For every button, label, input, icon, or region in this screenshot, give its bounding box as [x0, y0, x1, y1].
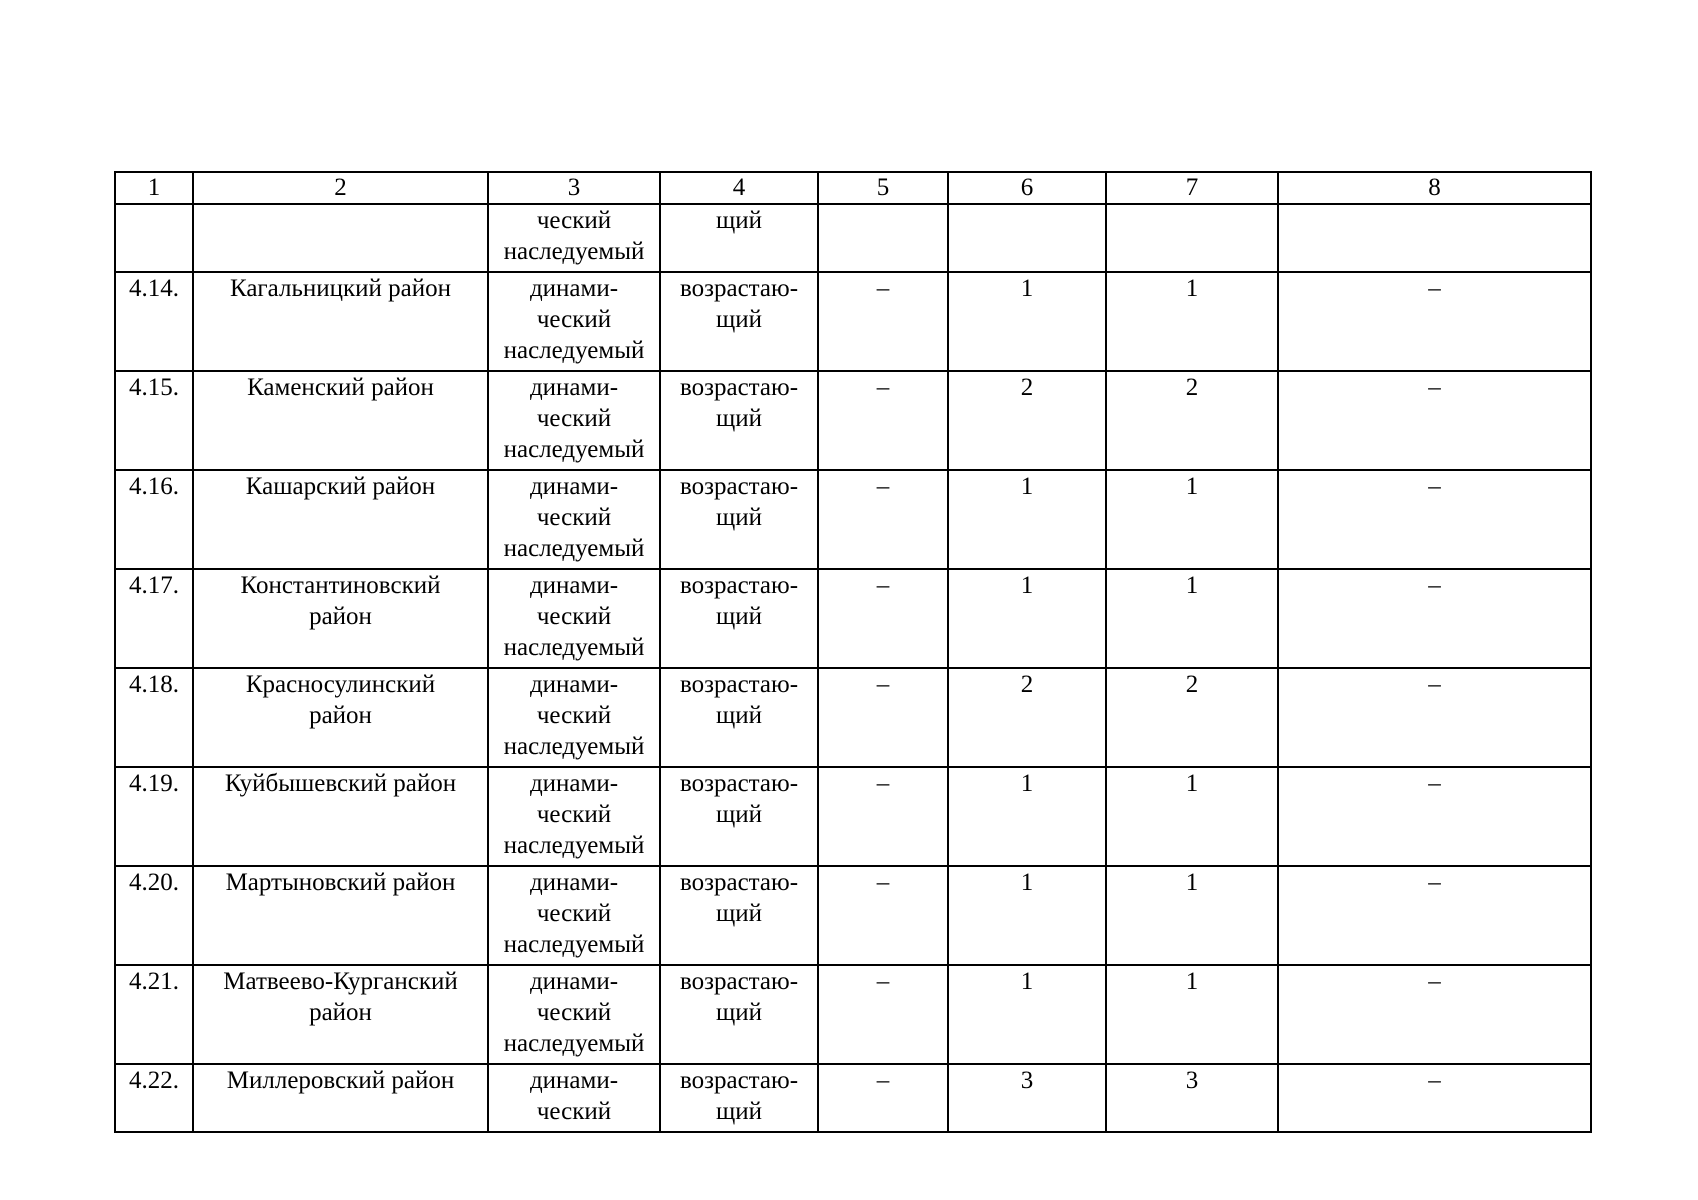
type-cell-text: динами- — [529, 275, 619, 302]
district-name-cell — [193, 866, 488, 965]
row-number-cell — [115, 272, 193, 371]
trend-cell — [660, 866, 818, 965]
trend-cell-text: щий — [715, 405, 762, 432]
col7-cell-text: 1 — [1185, 572, 1199, 599]
row-number-cell — [115, 767, 193, 866]
type-cell-text: динами- — [529, 671, 619, 698]
trend-cell — [660, 371, 818, 470]
col6-cell-text: 1 — [1020, 572, 1034, 599]
district-name-cell — [193, 965, 488, 1064]
col5-cell — [818, 668, 948, 767]
district-name-cell — [193, 767, 488, 866]
col5-cell-text: – — [876, 473, 890, 500]
col5-cell — [818, 965, 948, 1064]
col7-cell — [1106, 470, 1278, 569]
type-cell — [488, 272, 660, 371]
col6-cell-text: 1 — [1020, 968, 1034, 995]
col6-cell-text: 1 — [1020, 869, 1034, 896]
type-cell-text: наследуемый — [503, 634, 645, 661]
col5-cell — [818, 272, 948, 371]
type-cell — [488, 569, 660, 668]
trend-cell — [660, 767, 818, 866]
trend-cell — [660, 1064, 818, 1132]
type-cell — [488, 470, 660, 569]
trend-cell-text: возрастаю- — [679, 374, 799, 401]
type-cell — [488, 767, 660, 866]
type-cell — [488, 371, 660, 470]
type-cell-text: наследуемый — [503, 733, 645, 760]
district-name-cell-text: Мартыновский район — [225, 869, 456, 896]
district-name-cell-text: Матвеево-Курганский — [223, 968, 458, 995]
col5-cell — [818, 1064, 948, 1132]
district-name-cell-text: Константиновский — [240, 572, 441, 599]
type-cell — [488, 866, 660, 965]
row-number-cell-text: 4.18. — [129, 671, 179, 698]
trend-cell — [660, 668, 818, 767]
trend-cell — [660, 965, 818, 1064]
column-number-cell: 7 — [1106, 172, 1278, 204]
district-name-cell — [193, 668, 488, 767]
column-number-cell: 5 — [818, 172, 948, 204]
col7-cell — [1106, 1064, 1278, 1132]
type-cell-text: ческий — [536, 900, 612, 927]
row-number-cell-text: 4.22. — [129, 1067, 179, 1094]
table-row — [115, 371, 1591, 470]
col5-cell — [818, 204, 948, 272]
col6-cell-text: 1 — [1020, 275, 1034, 302]
district-name-cell-text: Красносулинский — [245, 671, 436, 698]
row-number-cell — [115, 866, 193, 965]
district-name-cell-text: Миллеровский район — [226, 1067, 455, 1094]
table-row — [115, 470, 1591, 569]
col6-cell-text: 2 — [1020, 374, 1034, 401]
table-body — [115, 172, 1591, 1132]
type-cell-text: ческий — [536, 999, 612, 1026]
col6-cell-text: 3 — [1020, 1067, 1034, 1094]
col8-cell — [1278, 569, 1591, 668]
type-cell-text: ческий — [536, 405, 612, 432]
trend-cell — [660, 204, 818, 272]
trend-cell-text: щий — [715, 801, 762, 828]
type-cell-text: динами- — [529, 770, 619, 797]
trend-cell — [660, 272, 818, 371]
type-cell — [488, 965, 660, 1064]
trend-cell — [660, 569, 818, 668]
column-number-cell: 6 — [948, 172, 1106, 204]
table-row — [115, 272, 1591, 371]
table-row — [115, 569, 1591, 668]
col5-cell — [818, 371, 948, 470]
col8-cell — [1278, 470, 1591, 569]
type-cell-text: наследуемый — [503, 337, 645, 364]
type-cell — [488, 204, 660, 272]
district-name-cell-text: район — [309, 999, 372, 1026]
trend-cell-text: возрастаю- — [679, 275, 799, 302]
row-number-cell — [115, 1064, 193, 1132]
col7-cell-text: 1 — [1185, 275, 1199, 302]
col7-cell — [1106, 371, 1278, 470]
type-cell-text: наследуемый — [503, 436, 645, 463]
data-table — [114, 171, 1592, 1133]
row-number-cell — [115, 965, 193, 1064]
row-number-cell — [115, 569, 193, 668]
district-name-cell-text: Кашарский район — [245, 473, 436, 500]
district-name-cell-text: район — [309, 603, 372, 630]
col8-cell-text: – — [1428, 968, 1441, 995]
col6-cell — [948, 668, 1106, 767]
trend-cell-text: возрастаю- — [679, 473, 799, 500]
row-number-cell-text: 4.19. — [129, 770, 179, 797]
col6-cell — [948, 767, 1106, 866]
col8-cell — [1278, 272, 1591, 371]
trend-cell-text: возрастаю- — [679, 671, 799, 698]
col7-cell — [1106, 668, 1278, 767]
col5-cell-text: – — [876, 671, 890, 698]
table-row — [115, 1064, 1591, 1132]
col5-cell-text: – — [876, 275, 890, 302]
col6-cell-text: 1 — [1020, 770, 1034, 797]
type-cell — [488, 668, 660, 767]
col6-cell — [948, 569, 1106, 668]
col5-cell-text: – — [876, 374, 890, 401]
col5-cell — [818, 767, 948, 866]
type-cell-text: динами- — [529, 968, 619, 995]
col8-cell — [1278, 204, 1591, 272]
col5-cell-text: – — [876, 869, 890, 896]
column-number-cell: 1 — [115, 172, 193, 204]
col7-cell-text: 1 — [1185, 968, 1199, 995]
col7-cell-text: 2 — [1185, 374, 1199, 401]
row-number-cell-text: 4.16. — [129, 473, 179, 500]
trend-cell-text: щий — [715, 900, 762, 927]
trend-cell-text: щий — [715, 999, 762, 1026]
type-cell-text: ческий — [536, 1098, 612, 1125]
col6-cell — [948, 866, 1106, 965]
col7-cell-text: 1 — [1185, 770, 1199, 797]
district-name-cell-text: Кагальницкий район — [229, 275, 452, 302]
col8-cell-text: – — [1428, 374, 1441, 401]
col5-cell-text: – — [876, 968, 890, 995]
col5-cell-text: – — [876, 572, 890, 599]
col7-cell — [1106, 965, 1278, 1064]
type-cell-text: ческий — [536, 801, 612, 828]
continuation-row — [115, 204, 1591, 272]
trend-cell-text: возрастаю- — [679, 968, 799, 995]
col8-cell — [1278, 668, 1591, 767]
type-cell-text: ческий — [536, 603, 612, 630]
type-cell-text: динами- — [529, 374, 619, 401]
col8-cell — [1278, 965, 1591, 1064]
row-number-cell-text: 4.17. — [129, 572, 179, 599]
trend-cell-text: щий — [715, 702, 762, 729]
col6-cell — [948, 1064, 1106, 1132]
type-cell-text: ческий — [536, 504, 612, 531]
col8-cell — [1278, 1064, 1591, 1132]
trend-cell-text: щий — [715, 603, 762, 630]
row-number-cell — [115, 668, 193, 767]
column-number-cell: 3 — [488, 172, 660, 204]
row-number-cell — [115, 371, 193, 470]
col7-cell — [1106, 569, 1278, 668]
type-cell-text: динами- — [529, 869, 619, 896]
trend-cell-text: щий — [715, 1098, 762, 1125]
col8-cell-text: – — [1428, 1067, 1441, 1094]
row-number-cell-text: 4.20. — [129, 869, 179, 896]
row-number-cell-text: 4.15. — [129, 374, 179, 401]
col6-cell-text: 1 — [1020, 473, 1034, 500]
col8-cell-text: – — [1428, 572, 1441, 599]
district-name-cell — [193, 470, 488, 569]
table-row — [115, 767, 1591, 866]
district-name-cell — [193, 371, 488, 470]
district-name-cell — [193, 272, 488, 371]
type-cell-text: динами- — [529, 572, 619, 599]
type-cell — [488, 1064, 660, 1132]
col7-cell — [1106, 272, 1278, 371]
col7-cell — [1106, 866, 1278, 965]
district-name-cell-text: район — [309, 702, 372, 729]
col6-cell-text: 2 — [1020, 671, 1034, 698]
col8-cell-text: – — [1428, 671, 1441, 698]
type-cell-text: ческий — [536, 702, 612, 729]
type-cell-text: наследуемый — [503, 832, 645, 859]
type-cell-text: динами- — [529, 1067, 619, 1094]
col6-cell — [948, 965, 1106, 1064]
row-number-cell — [115, 204, 193, 272]
col5-cell-text: – — [876, 1067, 890, 1094]
col7-cell — [1106, 204, 1278, 272]
row-number-cell-text: 4.14. — [129, 275, 179, 302]
column-number-row — [115, 172, 1591, 204]
trend-cell-text: щий — [715, 504, 762, 531]
col7-cell-text: 1 — [1185, 869, 1199, 896]
district-name-cell-text: Куйбышевский район — [224, 770, 457, 797]
col6-cell — [948, 204, 1106, 272]
trend-cell-text: возрастаю- — [679, 770, 799, 797]
col6-cell — [948, 371, 1106, 470]
col8-cell — [1278, 767, 1591, 866]
column-number-cell: 2 — [193, 172, 488, 204]
col8-cell — [1278, 371, 1591, 470]
col6-cell — [948, 272, 1106, 371]
type-cell-text: наследуемый — [503, 535, 645, 562]
trend-cell — [660, 470, 818, 569]
trend-cell-text: возрастаю- — [679, 572, 799, 599]
col8-cell-text: – — [1428, 275, 1441, 302]
district-name-cell-text: Каменский район — [247, 374, 434, 401]
col8-cell-text: – — [1428, 473, 1441, 500]
trend-cell-text: возрастаю- — [679, 1067, 799, 1094]
type-cell-text: наследуемый — [503, 1030, 645, 1057]
type-cell-text: динами- — [529, 473, 619, 500]
trend-cell-text: возрастаю- — [679, 869, 799, 896]
col7-cell-text: 1 — [1185, 473, 1199, 500]
trend-cell-text: щий — [715, 207, 762, 234]
col7-cell-text: 3 — [1185, 1067, 1199, 1094]
district-name-cell — [193, 204, 488, 272]
col7-cell-text: 2 — [1185, 671, 1199, 698]
column-number-cell: 8 — [1278, 172, 1591, 204]
type-cell-text: наследуемый — [503, 931, 645, 958]
col8-cell-text: – — [1428, 869, 1441, 896]
table-row — [115, 866, 1591, 965]
district-name-cell — [193, 569, 488, 668]
row-number-cell — [115, 470, 193, 569]
col8-cell — [1278, 866, 1591, 965]
col6-cell — [948, 470, 1106, 569]
col5-cell — [818, 470, 948, 569]
col5-cell — [818, 569, 948, 668]
col5-cell — [818, 866, 948, 965]
type-cell-text: ческий — [536, 207, 612, 234]
table-row — [115, 965, 1591, 1064]
type-cell-text: ческий — [536, 306, 612, 333]
row-number-cell-text: 4.21. — [129, 968, 179, 995]
trend-cell-text: щий — [715, 306, 762, 333]
col7-cell — [1106, 767, 1278, 866]
column-number-cell: 4 — [660, 172, 818, 204]
district-name-cell — [193, 1064, 488, 1132]
table-row — [115, 668, 1591, 767]
col5-cell-text: – — [876, 770, 890, 797]
type-cell-text: наследуемый — [503, 238, 645, 265]
col8-cell-text: – — [1428, 770, 1441, 797]
